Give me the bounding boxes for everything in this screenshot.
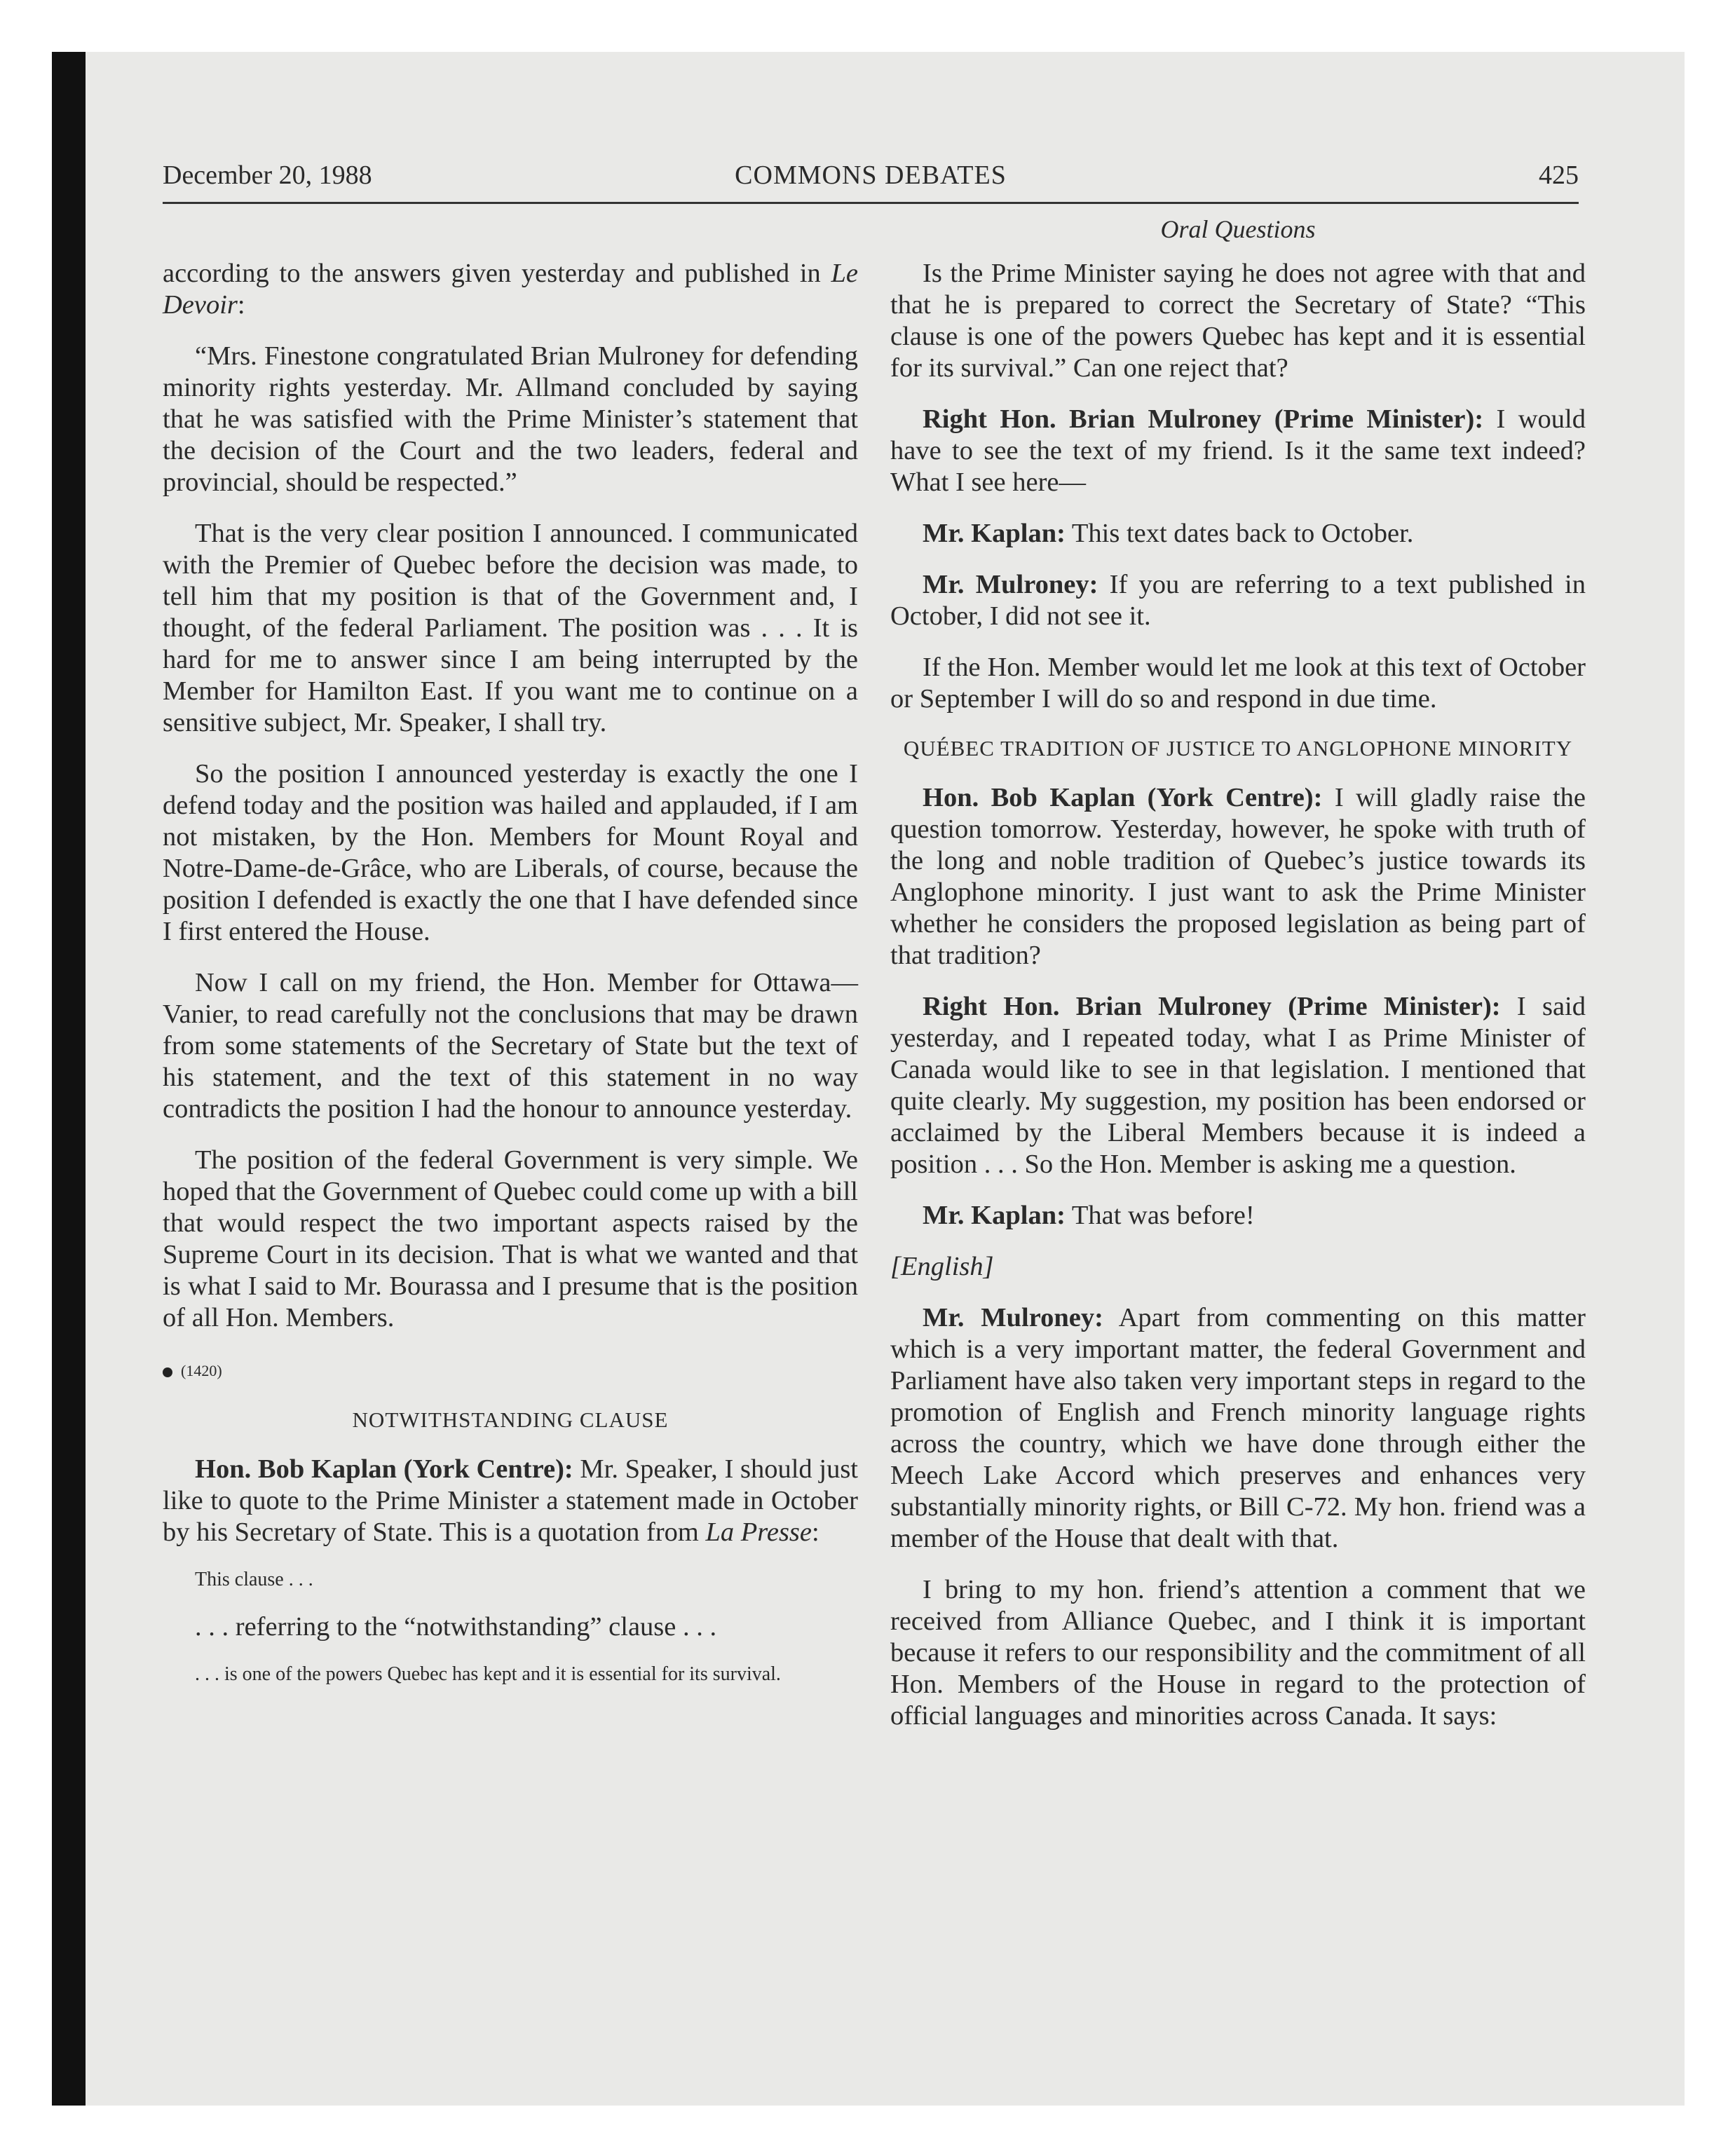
paragraph: . . . referring to the “notwithstanding” clause . . . (195, 1612, 717, 1642)
page-number: 425 (1539, 161, 1579, 190)
speech-paragraph: Hon. Bob Kaplan (York Centre): I will gladly raise the question tomorrow. Yesterday, however, he spoke with truth of the long and noble tradition of Quebec’s justice towards its Anglophone minority. I just want to ask the Prime Minister whether he considers the proposed legislation as being part of that tradition? (890, 783, 1586, 970)
section-heading: QUÉBEC TRADITION OF JUSTICE TO ANGLOPHONE MINORITY (903, 736, 1573, 760)
speaker-name: Hon. Bob Kaplan (York Centre): (195, 1454, 573, 1484)
right-column (890, 258, 1586, 1752)
left-column (163, 258, 858, 1706)
block-quote: This clause . . . (195, 1569, 313, 1590)
speaker-name: Right Hon. Brian Mulroney (Prime Minister): (923, 404, 1484, 434)
time-marker: (1420) (163, 1355, 858, 1386)
paragraph: Now I call on my friend, the Hon. Member for Ottawa—Vanier, to read carefully not the conclusions that may be drawn from some statements of the Secretary of State but the text of his statement, and the text of this statement in no way contradicts the position I had the honour to announce yesterday. (163, 968, 858, 1124)
speaker-name: Hon. Bob Kaplan (York Centre): (923, 783, 1323, 812)
page-header (163, 160, 1579, 204)
paragraph: That is the very clear position I announced. I communicated with the Premier of Quebec before the decision was made, to tell him that my position is that of the Government and, I thought, of the federal Parliament. The position was . . . It is hard for me to answer since I am being interrupted by the Member for Hamilton East. If you want me to continue on a sensitive subject, Mr. Speaker, I shall try. (163, 519, 858, 737)
speech-paragraph: Hon. Bob Kaplan (York Centre): Mr. Speaker, I should just like to quote to the Prime Minister a statement made in October by his Secretary of State. This is a quotation from La Presse: (163, 1454, 858, 1547)
language-note: [English] (890, 1252, 994, 1281)
speech-paragraph: Right Hon. Brian Mulroney (Prime Minister): I said yesterday, and I repeated today, what I as Prime Minister of Canada would like to see in that legislation. I mentioned that quite clearly. My suggestion, my position has been endorsed or acclaimed by the Liberal Members because it is indeed a position . . . So the Hon. Member is asking me a question. (890, 992, 1586, 1179)
block-quote: . . . is one of the powers Quebec has kept and it is essential for its survival. (195, 1663, 781, 1685)
speaker-name: Mr. Kaplan: (923, 519, 1066, 548)
speech-paragraph: Mr. Mulroney: If you are referring to a text published in October, I did not see it. (890, 570, 1586, 631)
bullet-icon (163, 1367, 172, 1377)
speaker-name: Mr. Mulroney: (923, 1303, 1103, 1332)
paragraph: I bring to my hon. friend’s attention a comment that we received from Alliance Quebec, and I think it is important because it refers to our responsibility and the commitment of all Hon. Members of the House in regard to the protection of official languages and minorities across Canada. It says: (890, 1575, 1586, 1731)
speech-paragraph: Mr. Mulroney: Apart from commenting on this matter which is a very important matter, the federal Government and Parliament have also taken very important steps in regard to the promotion of English and French minority language rights across the country, which we have done through either the Meech Lake Accord which preserves and enhances very substantially minority rights, or Bill C-72. My hon. friend was a member of the House that dealt with that. (890, 1303, 1586, 1553)
speaker-name: Mr. Mulroney: (923, 570, 1098, 599)
speaker-name: Right Hon. Brian Mulroney (Prime Minister): (923, 992, 1501, 1021)
header-publication: COMMONS DEBATES (735, 161, 1007, 190)
section-heading: NOTWITHSTANDING CLAUSE (352, 1407, 669, 1432)
speech-paragraph: Mr. Kaplan: This text dates back to October. (923, 519, 1414, 548)
paragraph: according to the answers given yesterday and published in Le Devoir: (163, 259, 858, 320)
speaker-name: Mr. Kaplan: (923, 1201, 1066, 1230)
book-spine-shadow (52, 52, 86, 2106)
quotation: “Mrs. Finestone congratulated Brian Mulroney for defending minority rights yesterday. Mr. Allmand concluded by saying that he was satisfied with the Prime Minister’s statement that the decision of the Court and the two leaders, federal and provincial, should be respected.” (163, 341, 858, 497)
paragraph: The position of the federal Government is very simple. We hoped that the Government of Quebec could come up with a bill that would respect the two important aspects raised by the Supreme Court in its decision. That is what we wanted and that is what I said to Mr. Bourassa and I presume that is the position of all Hon. Members. (163, 1145, 858, 1332)
speech-paragraph: Right Hon. Brian Mulroney (Prime Minister): I would have to see the text of my friend. Is it the same text indeed? What I see here— (890, 404, 1586, 497)
paragraph: So the position I announced yesterday is exactly the one I defend today and the position was hailed and applauded, if I am not mistaken, by the Hon. Members for Mount Royal and Notre-Dame-de-Grâce, who are Liberals, of course, because the position I defended is exactly the one that I have defended since I first entered the House. (163, 759, 858, 946)
header-date: December 20, 1988 (163, 161, 372, 190)
section-label: Oral Questions (1160, 215, 1316, 243)
paragraph: Is the Prime Minister saying he does not agree with that and that he is prepared to correct the Secretary of State? “This clause is one of the powers Quebec has kept and it is essential for its survival.” Can one reject that? (890, 259, 1586, 383)
paragraph: If the Hon. Member would let me look at this text of October or September I will do so and respond in due time. (890, 653, 1586, 714)
speech-paragraph: Mr. Kaplan: That was before! (923, 1201, 1255, 1230)
